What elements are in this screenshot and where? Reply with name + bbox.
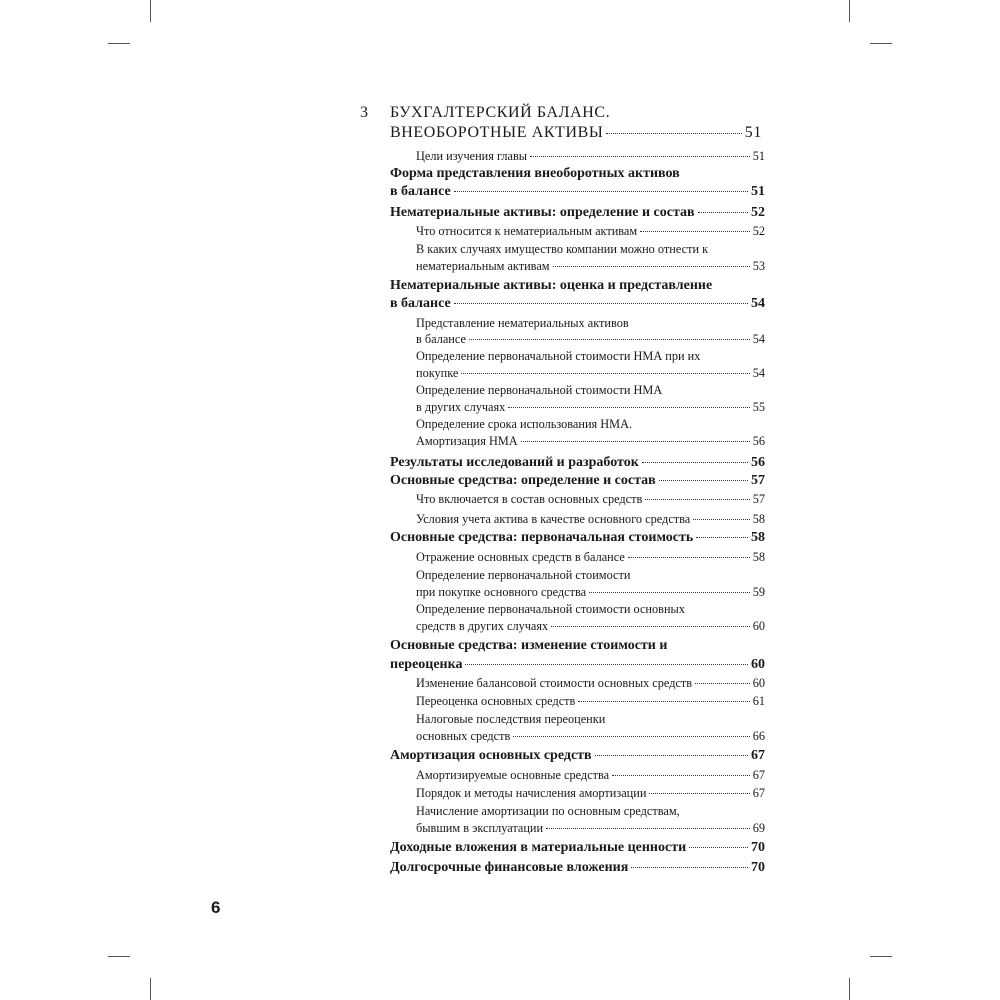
dot-leader — [695, 683, 750, 684]
crop-mark — [150, 0, 151, 22]
toc-subsection-label: Амортизация НМА — [416, 434, 518, 448]
crop-mark — [870, 956, 892, 957]
dot-leader — [696, 537, 748, 538]
toc-subsection-label: в других случаях — [416, 400, 506, 414]
toc-section-page: 51 — [751, 184, 765, 199]
dot-leader — [513, 736, 749, 737]
toc-section-page: 54 — [751, 296, 765, 311]
chapter-number: 3 — [360, 104, 369, 121]
dot-leader — [454, 191, 748, 192]
dot-leader — [465, 664, 748, 665]
toc-subsection-page: 60 — [752, 619, 765, 633]
toc-subsection — [416, 332, 765, 347]
toc-subsection-line1: Налоговые последствия переоценки — [416, 712, 606, 726]
dot-leader — [530, 156, 750, 157]
toc-subsection — [416, 366, 765, 381]
dot-leader — [649, 793, 749, 794]
toc-section — [390, 296, 765, 312]
toc-subsection-page: 54 — [752, 332, 765, 346]
toc-section-line1: Нематериальные активы: оценка и представление — [390, 278, 713, 293]
toc-subsection — [416, 149, 765, 164]
toc-subsection — [416, 400, 765, 415]
toc-subsection-page: 60 — [752, 676, 765, 690]
toc-section-label: в балансе — [390, 184, 451, 199]
page-number: 6 — [211, 898, 221, 917]
toc-subsection-label: средств в других случаях — [416, 619, 549, 633]
dot-leader — [469, 339, 750, 340]
toc-subsection — [416, 729, 765, 744]
toc-subsection-label: Что включается в состав основных средств — [416, 492, 643, 506]
dot-leader — [640, 231, 750, 232]
toc-section — [390, 473, 765, 489]
crop-mark — [849, 0, 850, 22]
dot-leader — [631, 867, 748, 868]
toc-section-label: переоценка — [390, 657, 463, 672]
toc-subsection — [416, 224, 765, 239]
toc-section — [390, 184, 765, 200]
toc-subsection-page: 66 — [752, 729, 765, 743]
toc-subsection-label: Амортизируемые основные средства — [416, 768, 610, 782]
toc-subsection — [416, 492, 765, 507]
toc-subsection-page: 54 — [752, 366, 765, 380]
toc-section-page: 52 — [751, 205, 765, 220]
toc-subsection — [416, 786, 765, 801]
toc-section-label: Основные средства: определение и состав — [390, 473, 656, 488]
toc-subsection — [416, 619, 765, 634]
toc-subsection-label: при покупке основного средства — [416, 585, 587, 599]
toc-section-label: в балансе — [390, 296, 451, 311]
chapter-title-row — [390, 124, 762, 142]
toc-section-label: Доходные вложения в материальные ценности — [390, 840, 687, 855]
dot-leader — [461, 373, 749, 374]
chapter-title-line2: ВНЕОБОРОТНЫЕ АКТИВЫ — [390, 124, 604, 141]
toc-subsection — [416, 550, 765, 565]
toc-section-label: Долгосрочные финансовые вложения — [390, 860, 629, 875]
toc-subsection-label: в балансе — [416, 332, 466, 346]
toc-section-page: 70 — [751, 840, 765, 855]
toc-subsection-label: покупке — [416, 366, 459, 380]
toc-section-page: 57 — [751, 473, 765, 488]
crop-mark — [108, 43, 130, 44]
toc-subsection-line1: Определение первоначальной стоимости — [416, 568, 631, 582]
chapter-title-line1: БУХГАЛТЕРСКИЙ БАЛАНС. — [390, 104, 611, 121]
toc-subsection-page: 59 — [752, 585, 765, 599]
toc-subsection-label: Изменение балансовой стоимости основных средств — [416, 676, 693, 690]
dot-leader — [645, 499, 749, 500]
toc-subsection-page: 61 — [752, 694, 765, 708]
toc-subsection-page: 55 — [752, 400, 765, 414]
toc-subsection-label: Условия учета актива в качестве основного средства — [416, 512, 691, 526]
toc-subsection — [416, 694, 765, 709]
dot-leader — [659, 480, 748, 481]
dot-leader — [698, 212, 748, 213]
toc-section-line1: Основные средства: изменение стоимости и — [390, 638, 668, 653]
toc-subsection-page: 57 — [752, 492, 765, 506]
toc-subsection-page: 53 — [752, 259, 765, 273]
toc-subsection — [416, 821, 765, 836]
toc-subsection-line1: В каких случаях имущество компании можно отнести к — [416, 242, 709, 256]
toc-subsection-line1: Определение первоначальной стоимости основных — [416, 602, 685, 616]
toc-section — [390, 840, 765, 856]
toc-subsection-page: 51 — [752, 149, 765, 163]
toc-section — [390, 748, 765, 764]
toc-section-label: Амортизация основных средств — [390, 748, 592, 763]
toc-subsection-page: 58 — [752, 512, 765, 526]
dot-leader — [521, 441, 750, 442]
toc-subsection-page: 56 — [752, 434, 765, 448]
toc-section-page: 56 — [751, 455, 765, 470]
toc-subsection-label: нематериальным активам — [416, 259, 550, 273]
dot-leader — [546, 828, 750, 829]
toc-subsection-line1: Определение первоначальной стоимости НМА при их — [416, 349, 701, 363]
toc-section-page: 70 — [751, 860, 765, 875]
toc-subsection-label: Отражение основных средств в балансе — [416, 550, 625, 564]
toc-section — [390, 657, 765, 673]
toc-subsection — [416, 434, 765, 449]
toc-subsection-line1: Представление нематериальных активов — [416, 316, 629, 330]
toc-subsection-page: 69 — [752, 821, 765, 835]
dot-leader — [612, 775, 750, 776]
dot-leader — [628, 557, 750, 558]
toc-subsection-label: основных средств — [416, 729, 511, 743]
toc-section-label: Основные средства: первоначальная стоимость — [390, 530, 694, 545]
chapter-page: 51 — [744, 124, 762, 141]
toc-subsection-line1: Определение первоначальной стоимости НМА — [416, 383, 663, 397]
dot-leader — [589, 592, 750, 593]
dot-leader — [578, 701, 749, 702]
dot-leader — [508, 407, 749, 408]
toc-subsection-label: Переоценка основных средств — [416, 694, 576, 708]
toc-section-label: Нематериальные активы: определение и состав — [390, 205, 695, 220]
toc-section — [390, 530, 765, 546]
dot-leader — [606, 133, 741, 134]
toc-subsection-page: 58 — [752, 550, 765, 564]
dot-leader — [553, 266, 750, 267]
dot-leader — [693, 519, 749, 520]
toc-subsection-label: бывшим в эксплуатации — [416, 821, 544, 835]
toc-subsection-page: 67 — [752, 768, 765, 782]
toc-section-line1: Форма представления внеоборотных активов — [390, 166, 680, 181]
toc-section-label: Результаты исследований и разработок — [390, 455, 639, 470]
toc-subsection-page: 67 — [752, 786, 765, 800]
toc-subsection — [416, 512, 765, 527]
toc-section — [390, 455, 765, 471]
toc-subsection — [416, 768, 765, 783]
crop-mark — [849, 978, 850, 1000]
toc-subsection-page: 52 — [752, 224, 765, 238]
toc-section-page: 58 — [751, 530, 765, 545]
crop-mark — [108, 956, 130, 957]
dot-leader — [689, 847, 748, 848]
dot-leader — [454, 303, 748, 304]
toc-section — [390, 205, 765, 221]
dot-leader — [642, 462, 748, 463]
toc-section-page: 60 — [751, 657, 765, 672]
toc-subsection — [416, 676, 765, 691]
toc-section — [390, 860, 765, 876]
crop-mark — [870, 43, 892, 44]
toc-subsection-line1: Определение срока использования НМА. — [416, 417, 633, 431]
toc-subsection-label: Цели изучения главы — [416, 149, 528, 163]
toc-subsection — [416, 585, 765, 600]
toc-subsection-line1: Начисление амортизации по основным средствам, — [416, 804, 680, 818]
dot-leader — [595, 755, 748, 756]
toc-subsection-label: Порядок и методы начисления амортизации — [416, 786, 647, 800]
toc-section-page: 67 — [751, 748, 765, 763]
crop-mark — [150, 978, 151, 1000]
toc-subsection — [416, 259, 765, 274]
toc-subsection-label: Что относится к нематериальным активам — [416, 224, 638, 238]
dot-leader — [551, 626, 750, 627]
